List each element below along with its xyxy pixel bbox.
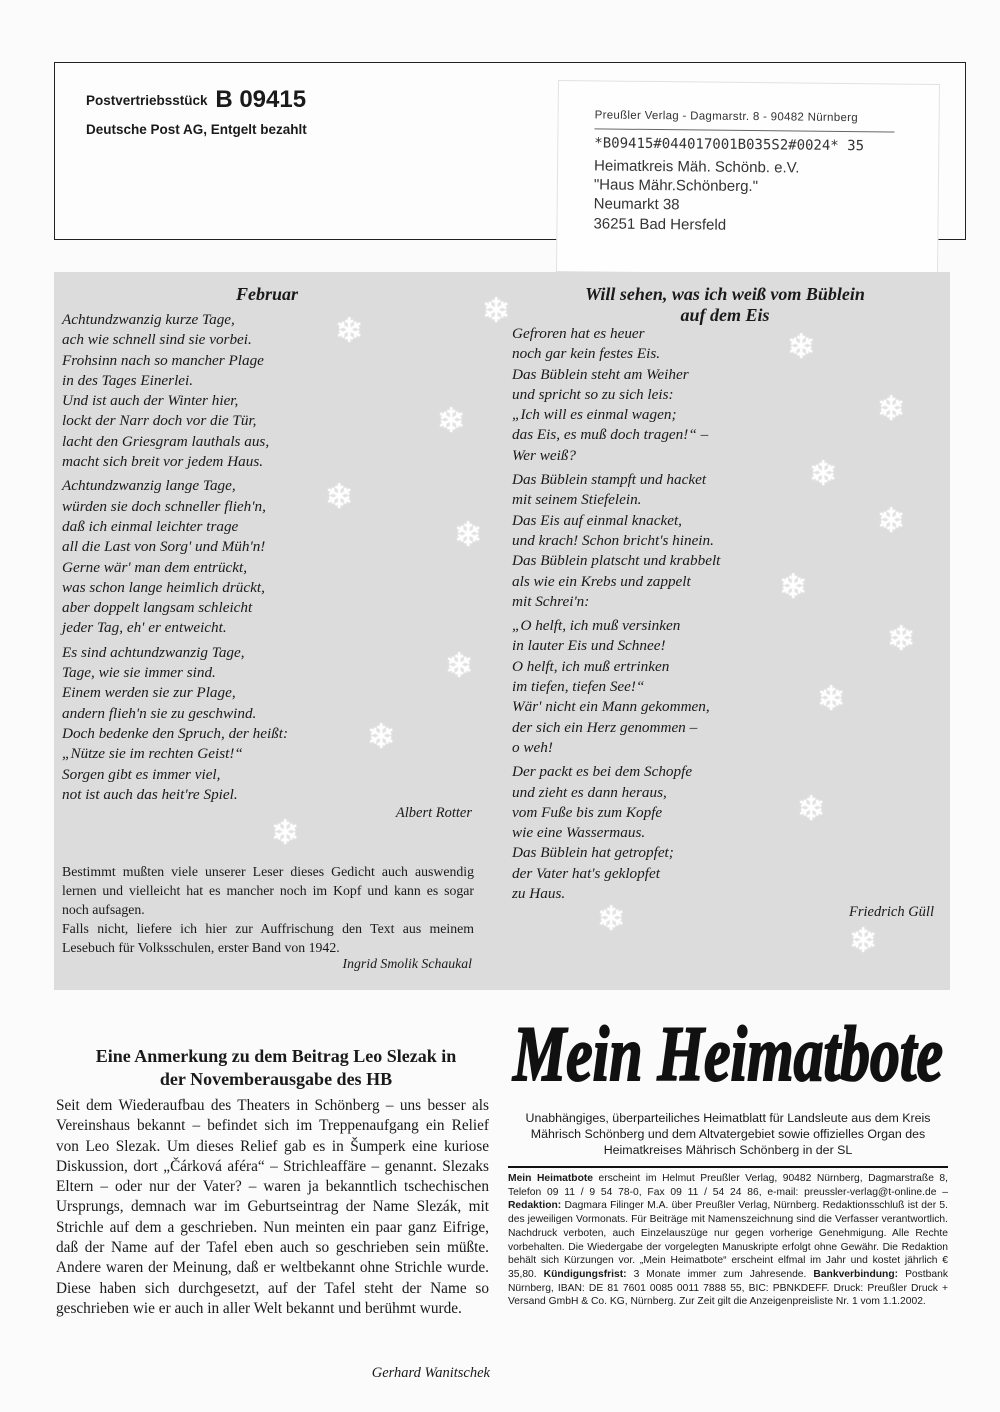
postal-label: Postvertriebsstück xyxy=(86,93,208,108)
stanza xyxy=(62,310,352,472)
address-label xyxy=(556,80,940,276)
verse-line: wie eine Wassermaus. xyxy=(512,824,646,842)
verse-line: „Ich will es einmal wagen; xyxy=(512,406,677,424)
verse-line: O helft, ich muß ertrinken xyxy=(512,657,670,675)
verse-line: und krach! Schon bricht's hinein. xyxy=(512,531,714,549)
verse-line: als wie ein Krebs und zappelt xyxy=(512,572,691,590)
snowflake-icon: ❄ xyxy=(786,327,816,367)
sender-line: Preußler Verlag - Dagmarstr. 8 - 90482 Nürnberg xyxy=(594,109,859,125)
verse-line: jeder Tag, eh' er entweicht. xyxy=(62,619,227,637)
verse-line: Der packt es bei dem Schopfe xyxy=(512,763,693,781)
snowflake-icon: ❄ xyxy=(848,921,878,961)
verse-line: Tage, wie sie immer sind. xyxy=(62,664,216,682)
article-title-line: der Novemberausgabe des HB xyxy=(159,1069,393,1089)
verse-line: lockt der Narr doch vor die Tür, xyxy=(62,412,257,430)
verse-line: Gerne wär' man dem entrückt, xyxy=(62,558,248,576)
verse-line: Doch bedenke den Spruch, der heißt: xyxy=(62,724,289,742)
snowflake-icon: ❄ xyxy=(778,567,808,607)
poem-author: Albert Rotter xyxy=(395,805,472,821)
verse-line: noch gar kein festes Eis. xyxy=(512,345,661,363)
address-line: Heimatkreis Mäh. Schönb. e.V. xyxy=(594,157,800,177)
verse-line: not ist auch das heit're Spiel. xyxy=(62,785,238,803)
impressum-text: erscheint im Helmut Preußler Verlag, 90482 Nürnberg, Dagmarstraße 8, Telefon 09 11 / 9 54 78-0, Fax 09 11 / 54 24 86, e-mail: preussler-verlag@t-online.de – xyxy=(508,1173,948,1198)
verse-line: Das Büblein stampft und hacket xyxy=(512,471,707,489)
logo-text: Mein Heimatbote xyxy=(511,1010,943,1097)
snowflake-icon: ❄ xyxy=(876,501,906,541)
snowflake-icon: ❄ xyxy=(453,515,483,555)
poem-title xyxy=(530,284,920,326)
verse-line: in lauter Eis und Schnee! xyxy=(512,637,666,655)
stanza xyxy=(512,762,802,904)
bleed-through-text xyxy=(270,72,570,232)
snowflake-icon: ❄ xyxy=(481,291,511,331)
snowflake-icon: ❄ xyxy=(816,679,846,719)
verse-line: Gefroren hat es heuer xyxy=(512,325,645,342)
verse-line: aber doppelt langsam schleicht xyxy=(62,599,253,617)
verse-line: Wer weiß? xyxy=(512,446,576,464)
verse-line: macht sich breit vor jedem Haus. xyxy=(62,453,264,471)
verse-line: im tiefen, tiefen See!“ xyxy=(512,678,645,696)
article-body: Seit dem Wiederaufbau des Theaters in Schönberg – uns besser als Vereinshaus bekannt – befindet sich im Treppenaufgang ein Relief von Leo Slezak. Um dieses Relief gab es in Šumperk eine kuriose Diskussion, dort „Čárková aféra“ – Strichleaffäre – genannt. Slezaks Eltern – oder nur der Vater? – waren ja bekanntlich tschechischen Ursprungs, demnach war im Geburtseintrag der Name Slezák, mit Strichle auf dem a geschrieben. Nun meinten ein paar ganz Eifrige, daß der Name auf der Tafel eben auch so geschrieben sein müßte. Andere waren der Meinung, daß er weltbekannt ohne Strichle wurde. Diese haben sich durchgesetzt, auf der Tafel steht der Name so geschrieben wie er auch in aller Welt bekannt und berühmt wurde. xyxy=(56,1097,489,1317)
impressum-name: Mein Heimatbote xyxy=(508,1173,594,1184)
verse-line: all die Last von Sorg' und Müh'n! xyxy=(62,538,266,556)
snowflake-icon: ❄ xyxy=(796,789,826,829)
postal-fee-line: Deutsche Post AG, Entgelt bezahlt xyxy=(86,122,307,137)
verse-line: zu Haus. xyxy=(512,885,566,903)
impressum xyxy=(508,1172,948,1309)
snowflake-icon: ❄ xyxy=(444,646,474,686)
snowflake-icon: ❄ xyxy=(366,717,396,757)
verse-line: „Nütze sie im rechten Geist!“ xyxy=(62,745,243,763)
impressum-rule xyxy=(508,1166,948,1168)
stanza xyxy=(512,324,802,466)
verse-line: Das Büblein platscht und krabbelt xyxy=(512,552,721,570)
verse-line: Wär' nicht ein Mann gekommen, xyxy=(512,698,710,716)
verse-line: und zieht es dann heraus, xyxy=(512,783,667,801)
impressum-text: 3 Monate immer zum Jahresende. xyxy=(626,1268,814,1280)
impressum-text: Dagmara Filinger M.A. über Preußler Verlag, Nürnberg. Redaktionsschluß ist der 5. des jeweiligen Vormonats. Für Beiträge mit Namenszeichnung sind die Verfasser verantwortlich. Nachdruck verboten, auch Einzelauszüge nur gegen vorherige Genehmigung. Alle Rechte vorbehalten. Die Wiedergabe der vorgelegten Manuskripte erfolgt ohne Gewähr. Die Redaktion behält sich Kürzungen vor. „Mein Heimatbote“ erscheint elfmal im Jahr und kostet jährlich € 35,80. xyxy=(508,1200,948,1280)
address-line: Neumarkt 38 xyxy=(593,195,680,214)
verse-line: Sorgen gibt es immer viel, xyxy=(62,765,221,783)
poem-bueblein xyxy=(512,324,802,908)
poem-title: Februar xyxy=(235,284,298,304)
snowflake-icon: ❄ xyxy=(596,899,626,939)
note-text: Falls nicht, liefere ich hier zur Auffrischung den Text aus meinem Lesebuch für Volksschulen, erster Band von 1942. xyxy=(62,921,474,955)
verse-line: daß ich einmal leichter trage xyxy=(62,517,239,535)
verse-line: vom Fuße bis zum Kopfe xyxy=(512,803,663,821)
verse-line: was schon lange heimlich drückt, xyxy=(62,578,265,596)
verse-line: Es sind achtundzwanzig Tage, xyxy=(62,643,245,661)
verse-line: und spricht so zu sich leis: xyxy=(512,385,674,403)
impressum-label: Redaktion: xyxy=(508,1200,562,1212)
snowflake-icon: ❄ xyxy=(334,311,364,351)
snowflake-icon: ❄ xyxy=(436,401,466,441)
poem-author: Friedrich Güll xyxy=(849,904,934,920)
verse-line: Achtundzwanzig kurze Tage, xyxy=(62,311,235,328)
masthead-logo xyxy=(508,1000,948,1106)
verse-line: Das Eis auf einmal knacket, xyxy=(512,511,682,529)
snowflake-icon: ❄ xyxy=(886,619,916,659)
verse-line: andern flieh'n sie zu geschwind. xyxy=(62,704,257,722)
verse-line: in des Tages Einerlei. xyxy=(62,371,194,389)
verse-line: würden sie doch schneller flieh'n, xyxy=(62,497,266,515)
poem-title-line: auf dem Eis xyxy=(680,305,770,325)
verse-line: der Vater hat's geklopfet xyxy=(512,864,660,882)
snowflake-icon: ❄ xyxy=(808,454,838,494)
address-line: "Haus Mähr.Schönberg." xyxy=(593,176,759,196)
article-title-line: Eine Anmerkung zu dem Beitrag Leo Slezak in xyxy=(95,1046,457,1066)
address-line: 36251 Bad Hersfeld xyxy=(593,215,727,234)
verse-line: mit Schrei'n: xyxy=(512,592,590,610)
poem-february xyxy=(62,310,352,809)
verse-line: lacht den Griesgram lauthals aus, xyxy=(62,432,270,450)
postal-code: B 09415 xyxy=(215,86,307,113)
article-title xyxy=(56,1045,496,1091)
stanza xyxy=(62,476,352,638)
postal-line xyxy=(86,86,306,114)
verse-line: mit seinem Stiefelein. xyxy=(512,491,642,509)
editor-note xyxy=(62,862,474,957)
verse-line: der sich ein Herz genommen – xyxy=(512,718,698,736)
verse-line: Achtundzwanzig lange Tage, xyxy=(62,477,236,495)
stanza xyxy=(62,643,352,805)
impressum-label: Bankverbindung: xyxy=(813,1268,899,1280)
verse-line: Das Büblein steht am Weiher xyxy=(512,365,689,383)
verse-line: Einem werden sie zur Plage, xyxy=(62,684,236,702)
impressum-label: Kündigungsfrist: xyxy=(543,1268,627,1280)
verse-line: Das Büblein hat getropfet; xyxy=(512,844,674,862)
poems-panel xyxy=(54,272,950,990)
verse-line: das Eis, es muß doch tragen!“ – xyxy=(512,426,709,444)
verse-line: Frohsinn nach so mancher Plage xyxy=(62,351,264,369)
poem-title-line: Will sehen, was ich weiß vom Büblein xyxy=(585,284,865,304)
barcode-line: *B09415#044017001B035S2#0024* 35 xyxy=(594,135,865,155)
stanza xyxy=(512,470,802,612)
verse-line: Und ist auch der Winter hier, xyxy=(62,392,239,410)
masthead-subtitle: Unabhängiges, überparteiliches Heimatblatt für Landsleute aus dem Kreis Mährisch Schönberg und dem Altvatergebiet sowie offizielles Organ des Heimatkreises Mährisch Schönberg in der SL xyxy=(525,1111,931,1157)
verse-line: ach wie schnell sind sie vorbei. xyxy=(62,331,252,349)
snowflake-icon: ❄ xyxy=(324,477,354,517)
snowflake-icon: ❄ xyxy=(270,813,300,853)
snowflake-icon: ❄ xyxy=(876,389,906,429)
article-author: Gerhard Wanitschek xyxy=(371,1365,490,1381)
note-text: Bestimmt mußten viele unserer Leser dieses Gedicht auch auswendig lernen und vielleicht hat es mancher noch im Kopf und kann es sogar noch aufsagen. xyxy=(62,864,474,917)
note-author: Ingrid Smolik Schaukal xyxy=(342,956,472,971)
verse-line: o weh! xyxy=(512,738,553,756)
impressum-text: Postbank Nürnberg, IBAN: DE 81 7601 0085 0011 7888 55, BIC: PBNKDEFF. Druck: Preußler Druck + Versand GmbH & Co. KG, Nürnberg. Zur Zeit gilt die Anzeigenpreisliste Nr. 1 vom 1.1.2002. xyxy=(508,1268,948,1308)
label-rule xyxy=(594,128,894,132)
stanza xyxy=(512,616,802,758)
verse-line: „O helft, ich muß versinken xyxy=(512,617,681,635)
